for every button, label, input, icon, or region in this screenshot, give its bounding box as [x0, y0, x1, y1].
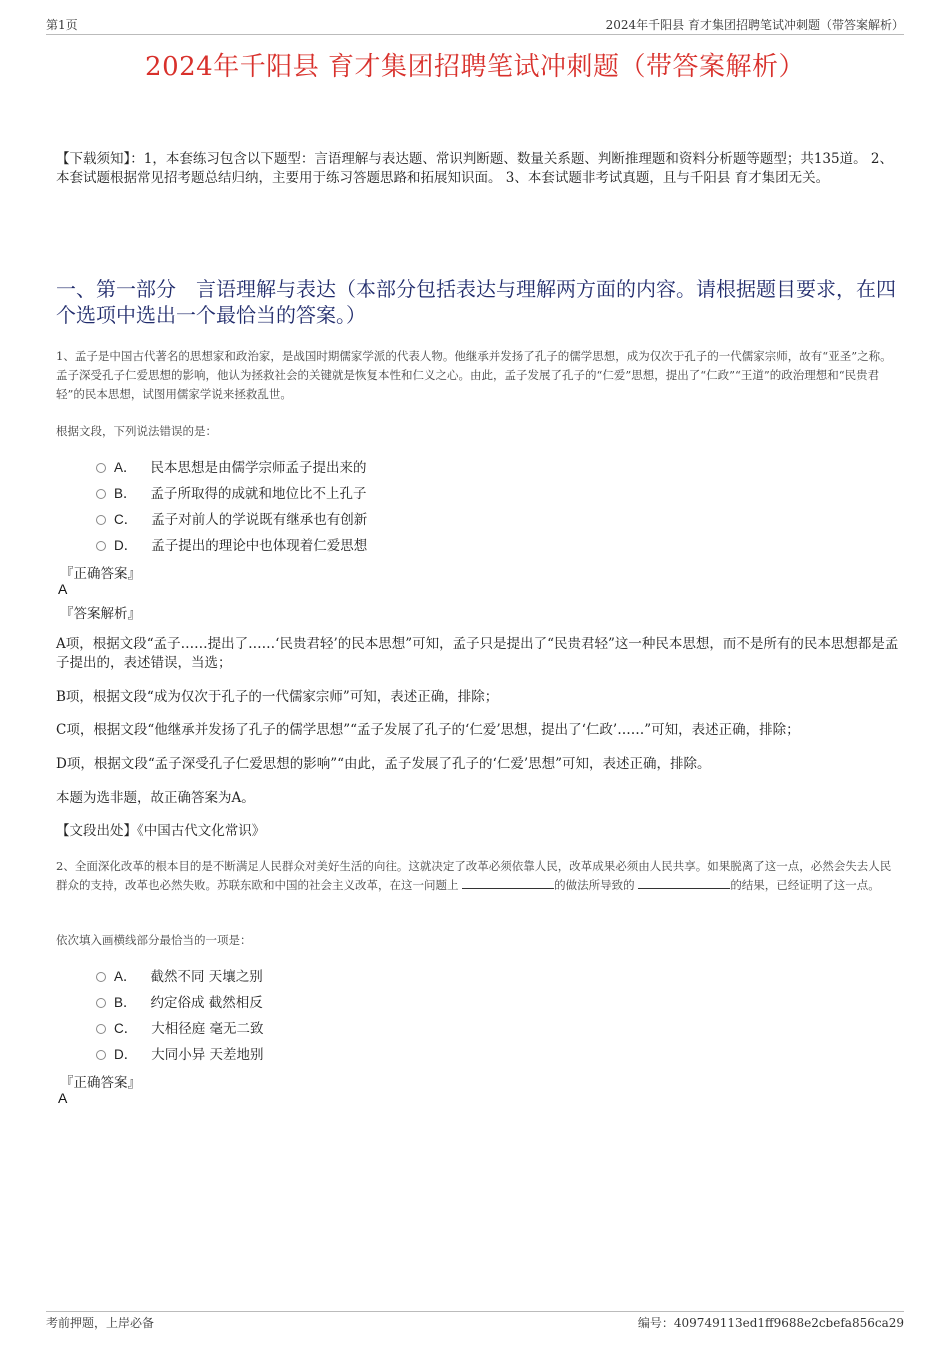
footer-divider — [46, 1311, 904, 1312]
radio-icon[interactable] — [96, 515, 106, 525]
radio-icon[interactable] — [96, 1050, 106, 1060]
question-1-prompt: 根据文段，下列说法错误的是： — [56, 424, 217, 438]
radio-icon[interactable] — [96, 998, 106, 1008]
question-2-option-d[interactable]: D． 大同小异 天差地别 — [96, 1043, 264, 1063]
radio-icon[interactable] — [96, 463, 106, 473]
radio-icon[interactable] — [96, 541, 106, 551]
question-1-option-b[interactable]: B． 孟子所取得的成就和地位比不上孔子 — [96, 482, 367, 502]
page-number: 第1页 — [46, 18, 78, 32]
question-1-analysis-label: 『答案解析』 — [60, 606, 141, 622]
blank-line — [462, 876, 554, 889]
section-heading: 一、第一部分 言语理解与表达（本部分包括表达与理解两方面的内容。请根据题目要求，在四个选项中选出一个最恰当的答案。） — [56, 277, 896, 327]
question-1-text: 1、孟子是中国古代著名的思想家和政治家，是战国时期儒家学派的代表人物。他继承并发扬了孔子的儒学思想，成为仅次于孔子的一代儒家宗师，故有“亚圣”之称。孟子深受孔子仁爱思想的影响，他认为拯救社会的关键就是恢复本性和仁义之心。由此，孟子发展了孔子的“仁爱”思想，提出了“仁政”“王道”的政治理想和“民贵君轻”的民本思想，试图用儒家学说来拯救乱世。 — [56, 349, 892, 401]
question-1-answer: A — [58, 581, 68, 597]
question-1-answer-label: 『正确答案』 — [60, 566, 141, 582]
question-1-option-d[interactable]: D． 孟子提出的理论中也体现着仁爱思想 — [96, 534, 367, 554]
question-2-option-a[interactable]: A． 截然不同 天壤之别 — [96, 965, 263, 985]
download-notice: 【下载须知】：1，本套练习包含以下题型：言语理解与表达题、常识判断题、数量关系题、判断推理题和资料分析题等题型；共135道。 2、本套试题根据常见招考题总结归纳，主要用于练习答题思路和拓展知识面。 3、本套试题非考试真题，且与千阳县 育才集团无关。 — [56, 151, 893, 186]
question-1-analysis-c: C项，根据文段“他继承并发扬了孔子的儒学思想”“孟子发展了孔子的‘仁爱’思想，提出了‘仁政’……”可知，表述正确，排除； — [56, 722, 800, 738]
question-1-analysis-b: B项，根据文段“成为仅次于孔子的一代儒家宗师”可知，表述正确，排除； — [56, 689, 499, 705]
blank-line — [638, 876, 730, 889]
question-2-option-c[interactable]: C． 大相径庭 毫无二致 — [96, 1017, 264, 1037]
question-1-analysis-a: A项，根据文段“孟子……提出了……‘民贵君轻’的民本思想”可知，孟子只是提出了“民贵君轻”这一种民本思想，而不是所有的民本思想都是孟子提出的，表述错误，当选； — [56, 636, 899, 671]
question-2-answer-label: 『正确答案』 — [60, 1075, 141, 1091]
footer-serial-number: 编号：409749113ed1ff9688e2cbefa856ca29 — [637, 1316, 904, 1330]
question-2-prompt: 依次填入画横线部分最恰当的一项是： — [56, 933, 252, 947]
question-1-source: 【文段出处】《中国古代文化常识》 — [56, 823, 266, 839]
question-1-conclusion: 本题为选非题，故正确答案为A。 — [56, 790, 255, 806]
question-2-text: 2、全面深化改革的根本目的是不断满足人民群众对美好生活的向往。这就决定了改革必须依靠人民，改革成果必须由人民共享。如果脱离了这一点，必然会失去人民群众的支持，改革也必然失败。苏联东欧和中国的社会主义改革，在这一问题上 的做法所导致的 的结果，已经证明了这一点。 — [56, 859, 892, 892]
radio-icon[interactable] — [96, 1024, 106, 1034]
question-1-option-a[interactable]: A． 民本思想是由儒学宗师孟子提出来的 — [96, 456, 367, 476]
header-doc-title: 2024年千阳县 育才集团招聘笔试冲刺题（带答案解析） — [605, 18, 904, 32]
question-1-option-c[interactable]: C． 孟子对前人的学说既有继承也有创新 — [96, 508, 367, 528]
page-title: 2024年千阳县 育才集团招聘笔试冲刺题（带答案解析） — [145, 52, 805, 82]
header-divider — [46, 34, 904, 35]
question-2-option-b[interactable]: B． 约定俗成 截然相反 — [96, 991, 263, 1011]
footer-slogan: 考前押题，上岸必备 — [46, 1316, 155, 1330]
question-1-analysis-d: D项，根据文段“孟子深受孔子仁爱思想的影响”“由此，孟子发展了孔子的‘仁爱’思想”可知，表述正确，排除。 — [56, 756, 711, 772]
radio-icon[interactable] — [96, 489, 106, 499]
radio-icon[interactable] — [96, 972, 106, 982]
question-2-answer: A — [58, 1090, 68, 1106]
